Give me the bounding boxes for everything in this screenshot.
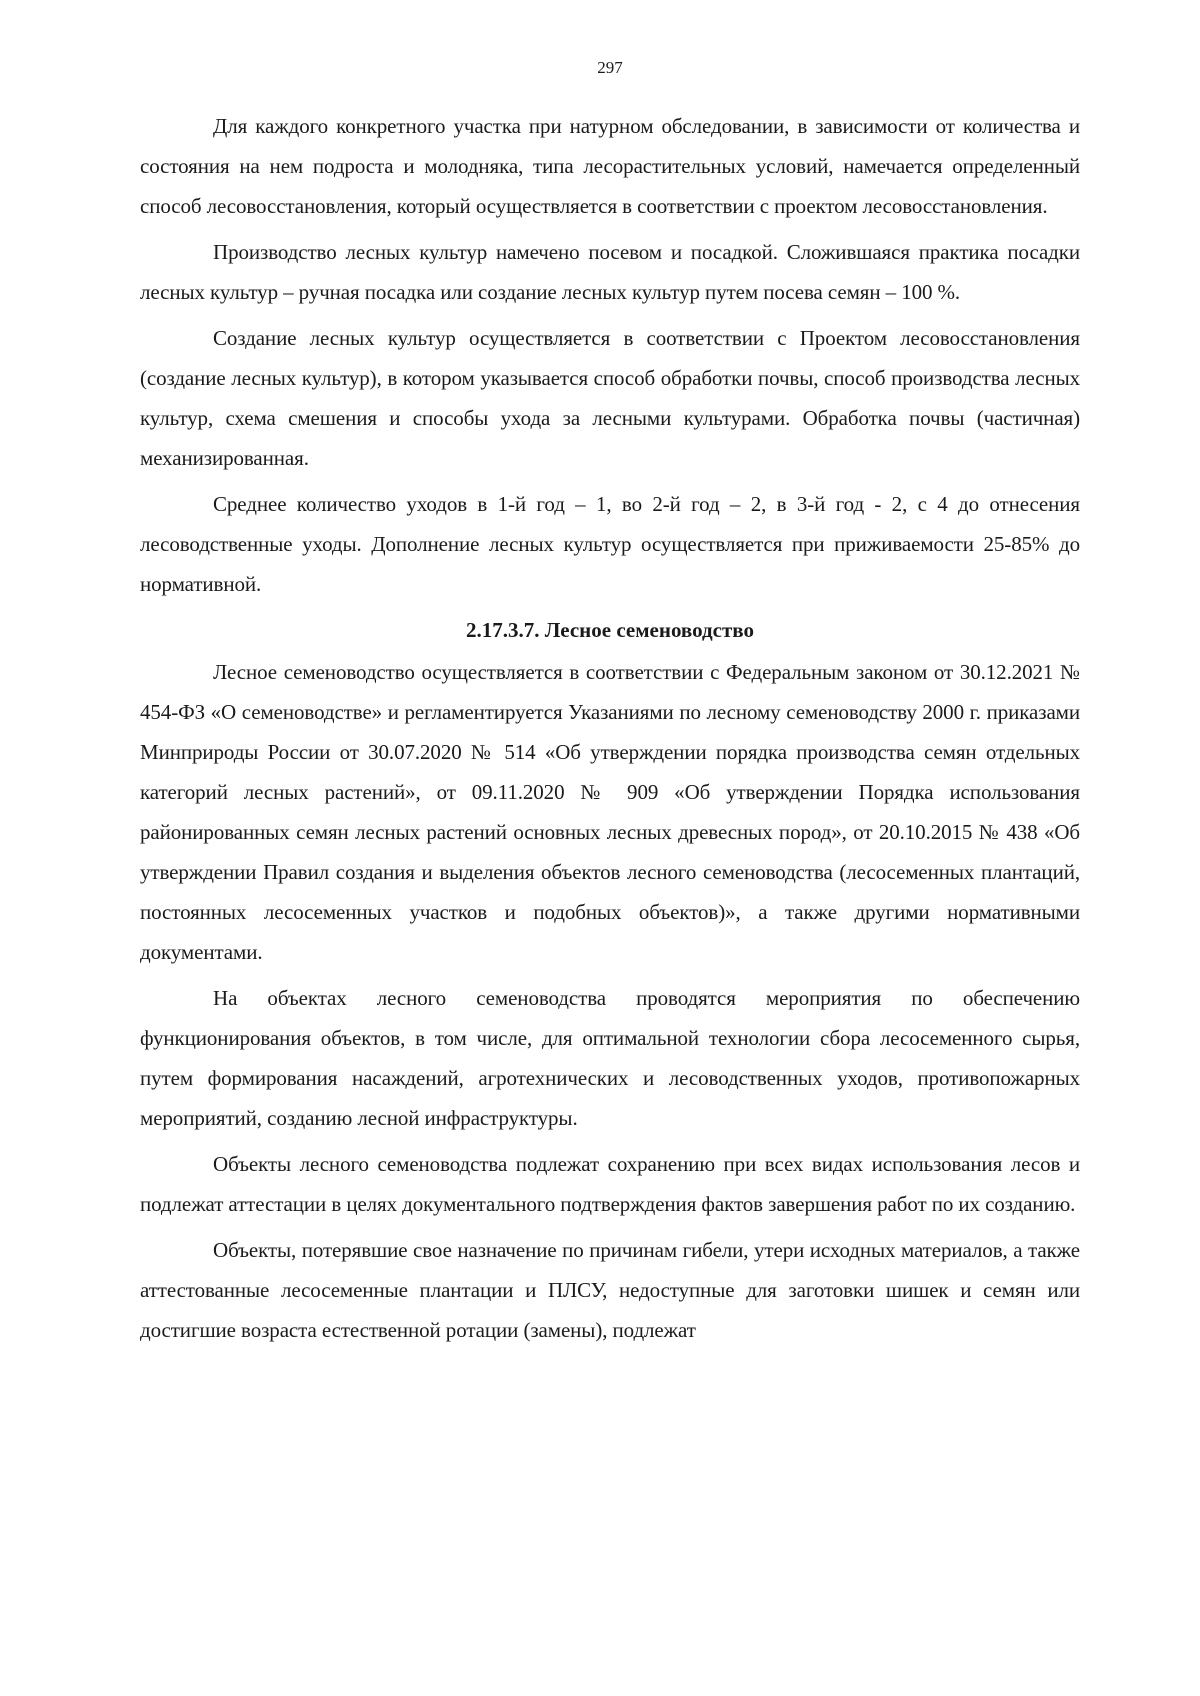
paragraph-reforestation-method: Для каждого конкретного участка при натурном обследовании, в зависимости от количества и состояния на нем подроста и молодняка, типа лесорастительных условий, намечается определенный способ лесовосстановления, который осуществляется в соответствии с проектом лесовосстановления. [140,114,1080,218]
paragraph-care-count: Среднее количество уходов в 1-й год – 1, во 2-й год – 2, в 3-й год - 2, с 4 до отнесения лесоводственные уходы. Дополнение лесных культур осуществляется при приживаемости 25-85% до нормативной. [140,492,1080,596]
section-heading: 2.17.3.7. Лесное семеноводство [466,618,754,642]
paragraph-seed-objects-preservation: Объекты лесного семеноводства подлежат сохранению при всех видах использования лесов и подлежат аттестации в целях документального подтверждения фактов завершения работ по их созданию. [140,1152,1080,1216]
paragraph-seed-breeding-law: Лесное семеноводство осуществляется в соответствии с Федеральным законом от 30.12.2021 № 454-ФЗ «О семеноводстве» и регламентируется Указаниями по лесному семеноводству 2000 г. приказами Минприроды России от 30.07.2020 № 514 «Об утверждении порядка производства семян отдельных категорий лесных растений», от 09.11.2020 № 909 «Об утверждении Порядка использования районированных семян лесных растений основных лесных древесных пород», от 20.10.2015 № 438 «Об утверждении Правил создания и выделения объектов лесного семеноводства (лесосеменных плантаций, постоянных лесосеменных участков и подобных объектов)», а также другими нормативными документами. [140,660,1080,964]
page-number: 297 [597,58,623,77]
document-page [140,0,1080,1696]
paragraph-forest-crops-creation: Создание лесных культур осуществляется в соответствии с Проектом лесовосстановления (создание лесных культур), в котором указывается способ обработки почвы, способ производства лесных культур, схема смешения и способы ухода за лесными культурами. Обработка почвы (частичная) механизированная. [140,326,1080,470]
paragraph-forest-crops-production: Производство лесных культур намечено посевом и посадкой. Сложившаяся практика посадки лесных культур – ручная посадка или создание лесных культур путем посева семян – 100 %. [140,240,1080,304]
document-body [140,106,1080,1356]
paragraph-seed-objects-measures: На объектах лесного семеноводства проводятся мероприятия по обеспечению функционирования объектов, в том числе, для оптимальной технологии сбора лесосеменного сырья, путем формирования насаждений, агротехнических и лесоводственных уходов, противопожарных мероприятий, созданию лесной инфраструктуры. [140,986,1080,1130]
paragraph-lost-objects: Объекты, потерявшие свое назначение по причинам гибели, утери исходных материалов, а также аттестованные лесосеменные плантации и ПЛСУ, недоступные для заготовки шишек и семян или достигшие возраста естественной ротации (замены), подлежат [140,1238,1080,1342]
